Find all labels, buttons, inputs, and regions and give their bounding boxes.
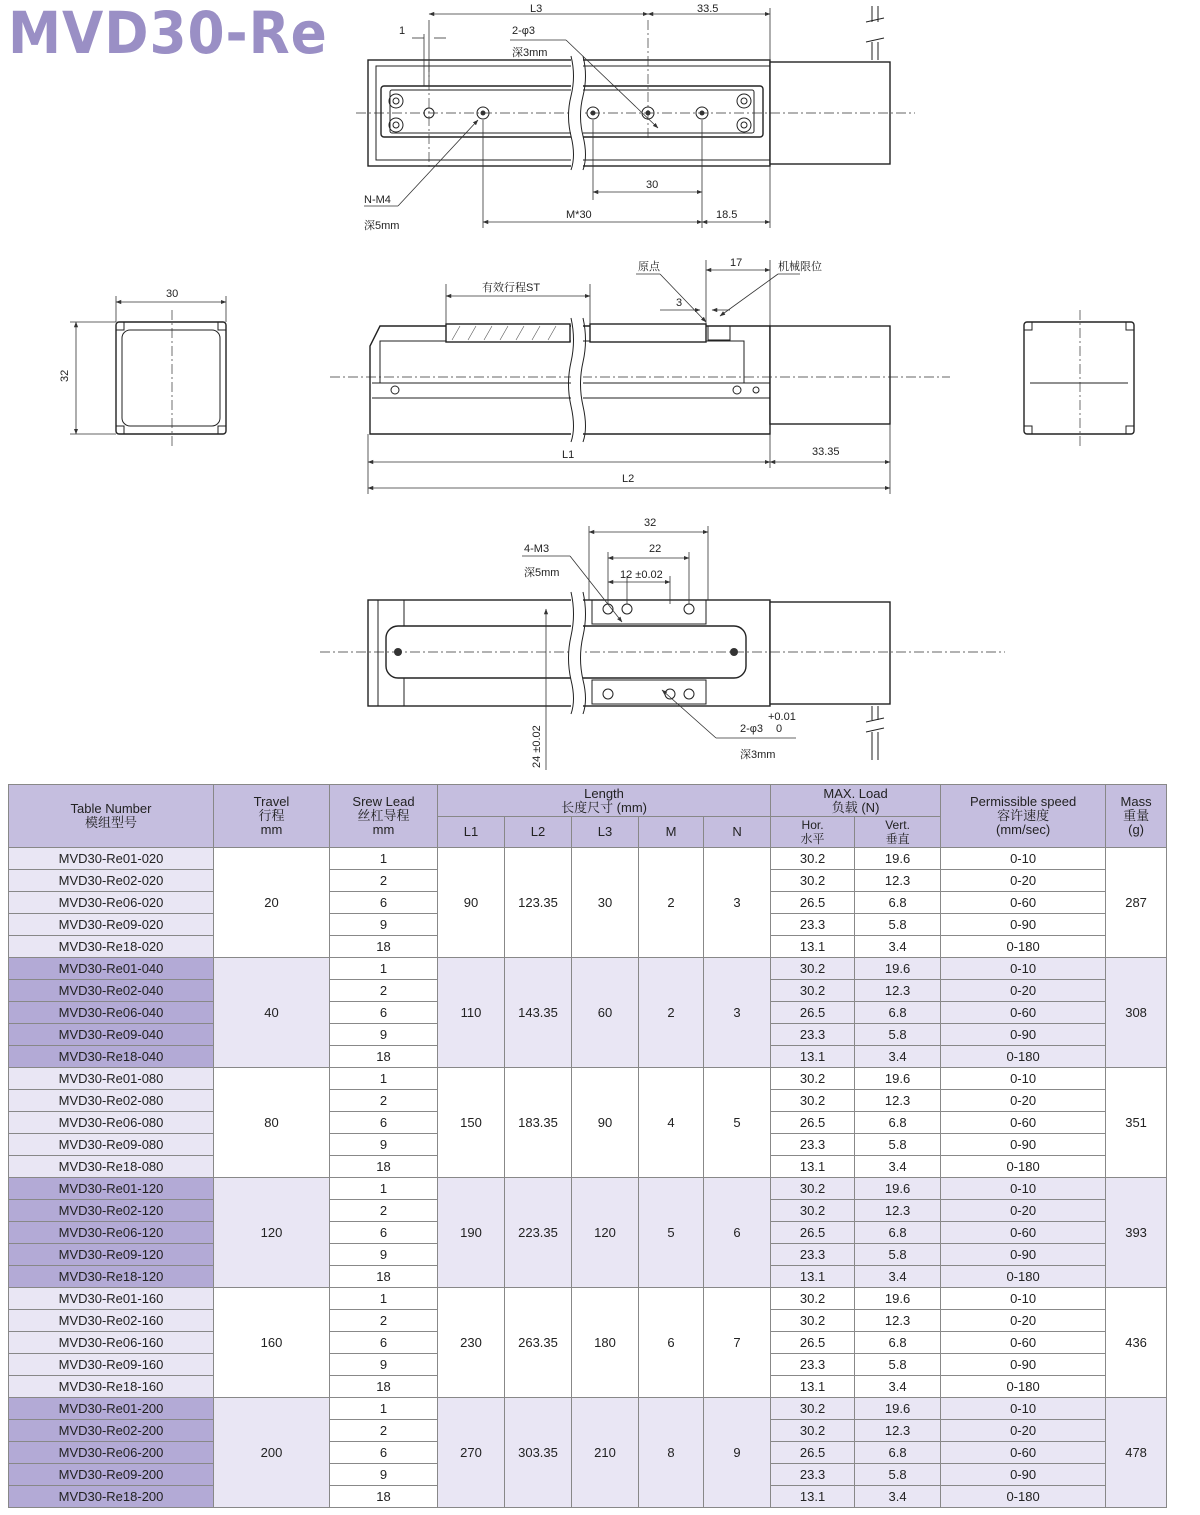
vert-load-cell: 5.8 — [855, 914, 941, 936]
table-row — [9, 1398, 1167, 1420]
lead-cell: 9 — [330, 914, 438, 936]
lead-cell: 6 — [330, 1002, 438, 1024]
speed-cell: 0-90 — [941, 1354, 1106, 1376]
model-cell: MVD30-Re18-200 — [9, 1486, 214, 1508]
hor-load-cell: 26.5 — [771, 1222, 855, 1244]
l2-cell: 223.35 — [505, 1178, 572, 1288]
vert-load-cell: 3.4 — [855, 1376, 941, 1398]
hor-load-cell: 13.1 — [771, 1046, 855, 1068]
l3-cell: 180 — [572, 1288, 639, 1398]
lead-cell: 6 — [330, 1442, 438, 1464]
travel-cell: 80 — [214, 1068, 330, 1178]
lead-cell: 9 — [330, 1244, 438, 1266]
n-cell: 7 — [704, 1288, 771, 1398]
hor-load-cell: 13.1 — [771, 936, 855, 958]
label-tolerance-plus: +0.01 — [768, 711, 796, 723]
travel-cell: 200 — [214, 1398, 330, 1508]
model-cell: MVD30-Re09-200 — [9, 1464, 214, 1486]
dim-33-35: 33.35 — [812, 446, 840, 458]
vert-load-cell: 5.8 — [855, 1134, 941, 1156]
lead-cell: 18 — [330, 1376, 438, 1398]
table-row — [9, 1288, 1167, 1310]
m-cell: 5 — [639, 1178, 704, 1288]
model-cell: MVD30-Re09-120 — [9, 1244, 214, 1266]
model-cell: MVD30-Re06-200 — [9, 1442, 214, 1464]
lead-cell: 2 — [330, 1310, 438, 1332]
m-cell: 8 — [639, 1398, 704, 1508]
lead-cell: 6 — [330, 1332, 438, 1354]
vert-load-cell: 19.6 — [855, 958, 941, 980]
left-end-view — [59, 288, 226, 446]
l3-cell: 60 — [572, 958, 639, 1068]
model-cell: MVD30-Re09-160 — [9, 1354, 214, 1376]
l2-cell: 303.35 — [505, 1398, 572, 1508]
speed-cell: 0-180 — [941, 1486, 1106, 1508]
model-cell: MVD30-Re18-020 — [9, 936, 214, 958]
dim-height-32: 32 — [59, 369, 71, 382]
vert-load-cell: 12.3 — [855, 870, 941, 892]
hor-load-cell: 23.3 — [771, 1024, 855, 1046]
model-cell: MVD30-Re09-080 — [9, 1134, 214, 1156]
hor-load-cell: 30.2 — [771, 1200, 855, 1222]
speed-cell: 0-20 — [941, 980, 1106, 1002]
l3-cell: 210 — [572, 1398, 639, 1508]
lead-cell: 1 — [330, 1178, 438, 1200]
dim-12-tolerance: 12 ±0.02 — [620, 569, 663, 581]
speed-cell: 0-20 — [941, 1310, 1106, 1332]
lead-cell: 2 — [330, 1090, 438, 1112]
l1-cell: 150 — [438, 1068, 505, 1178]
table-row — [9, 1178, 1167, 1200]
speed-cell: 0-10 — [941, 1288, 1106, 1310]
lead-cell: 6 — [330, 1112, 438, 1134]
dim-17: 17 — [730, 257, 743, 269]
speed-cell: 0-60 — [941, 892, 1106, 914]
hor-load-cell: 26.5 — [771, 1112, 855, 1134]
mass-cell: 308 — [1106, 958, 1167, 1068]
header-table-number: Table Number 模组型号 — [9, 785, 214, 848]
travel-cell: 120 — [214, 1178, 330, 1288]
vert-load-cell: 12.3 — [855, 1310, 941, 1332]
hor-load-cell: 26.5 — [771, 1332, 855, 1354]
model-cell: MVD30-Re01-020 — [9, 848, 214, 870]
hor-load-cell: 30.2 — [771, 1068, 855, 1090]
hor-load-cell: 13.1 — [771, 1266, 855, 1288]
n-cell: 9 — [704, 1398, 771, 1508]
vert-load-cell: 5.8 — [855, 1464, 941, 1486]
header-hor: Hor. 水平 — [771, 817, 855, 848]
bottom-view — [320, 517, 1005, 770]
speed-cell: 0-180 — [941, 1376, 1106, 1398]
lead-cell: 2 — [330, 1420, 438, 1442]
m-cell: 4 — [639, 1068, 704, 1178]
model-cell: MVD30-Re06-080 — [9, 1112, 214, 1134]
hor-load-cell: 13.1 — [771, 1376, 855, 1398]
vert-load-cell: 19.6 — [855, 1288, 941, 1310]
model-cell: MVD30-Re02-040 — [9, 980, 214, 1002]
lead-cell: 9 — [330, 1354, 438, 1376]
hor-load-cell: 30.2 — [771, 1310, 855, 1332]
l2-cell: 123.35 — [505, 848, 572, 958]
label-phi3-bottom: 2-φ3 — [740, 723, 764, 735]
l1-cell: 190 — [438, 1178, 505, 1288]
mass-cell: 478 — [1106, 1398, 1167, 1508]
vert-load-cell: 3.4 — [855, 1266, 941, 1288]
mass-cell: 351 — [1106, 1068, 1167, 1178]
model-cell: MVD30-Re02-080 — [9, 1090, 214, 1112]
dim-33-5: 33.5 — [697, 3, 719, 15]
model-cell: MVD30-Re09-020 — [9, 914, 214, 936]
vert-load-cell: 6.8 — [855, 1442, 941, 1464]
speed-cell: 0-180 — [941, 1046, 1106, 1068]
header-vert: Vert. 垂直 — [855, 817, 941, 848]
hor-load-cell: 30.2 — [771, 980, 855, 1002]
label-mechanical-limit: 机械限位 — [778, 261, 822, 273]
lead-cell: 9 — [330, 1464, 438, 1486]
model-cell: MVD30-Re18-120 — [9, 1266, 214, 1288]
n-cell: 3 — [704, 958, 771, 1068]
header-travel: Travel 行程 mm — [214, 785, 330, 848]
model-cell: MVD30-Re09-040 — [9, 1024, 214, 1046]
l2-cell: 263.35 — [505, 1288, 572, 1398]
speed-cell: 0-60 — [941, 1222, 1106, 1244]
model-cell: MVD30-Re06-020 — [9, 892, 214, 914]
model-cell: MVD30-Re06-120 — [9, 1222, 214, 1244]
vert-load-cell: 12.3 — [855, 1200, 941, 1222]
table-row — [9, 848, 1167, 870]
dim-32-bottom: 32 — [644, 517, 657, 529]
header-n: N — [704, 817, 771, 848]
l3-cell: 30 — [572, 848, 639, 958]
hor-load-cell: 23.3 — [771, 1354, 855, 1376]
lead-cell: 6 — [330, 1222, 438, 1244]
front-view — [330, 257, 950, 494]
label-effective-stroke: 有效行程ST — [482, 282, 541, 294]
label-tolerance-zero: 0 — [776, 723, 783, 735]
vert-load-cell: 6.8 — [855, 1002, 941, 1024]
label-depth3: 深3mm — [512, 47, 548, 59]
lead-cell: 9 — [330, 1134, 438, 1156]
n-cell: 6 — [704, 1178, 771, 1288]
hor-load-cell: 30.2 — [771, 958, 855, 980]
model-cell: MVD30-Re01-120 — [9, 1178, 214, 1200]
hor-load-cell: 30.2 — [771, 1398, 855, 1420]
speed-cell: 0-180 — [941, 1266, 1106, 1288]
model-cell: MVD30-Re18-040 — [9, 1046, 214, 1068]
label-nm4: N-M4 — [364, 194, 391, 206]
model-cell: MVD30-Re01-200 — [9, 1398, 214, 1420]
label-depth3-bottom: 深3mm — [740, 749, 776, 761]
model-cell: MVD30-Re02-120 — [9, 1200, 214, 1222]
label-phi3: 2-φ3 — [512, 25, 536, 37]
header-m: M — [639, 817, 704, 848]
vert-load-cell: 6.8 — [855, 892, 941, 914]
speed-cell: 0-60 — [941, 1332, 1106, 1354]
speed-cell: 0-60 — [941, 1002, 1106, 1024]
l3-cell: 120 — [572, 1178, 639, 1288]
hor-load-cell: 30.2 — [771, 1178, 855, 1200]
travel-cell: 20 — [214, 848, 330, 958]
hor-load-cell: 23.3 — [771, 1244, 855, 1266]
lead-cell: 9 — [330, 1024, 438, 1046]
dim-l1: L1 — [562, 449, 575, 461]
l1-cell: 230 — [438, 1288, 505, 1398]
lead-cell: 18 — [330, 1156, 438, 1178]
dim-width-30: 30 — [166, 288, 179, 300]
lead-cell: 18 — [330, 1046, 438, 1068]
vert-load-cell: 3.4 — [855, 1046, 941, 1068]
speed-cell: 0-180 — [941, 936, 1106, 958]
header-lead: Srew Lead 丝杠导程 mm — [330, 785, 438, 848]
model-cell: MVD30-Re18-080 — [9, 1156, 214, 1178]
hor-load-cell: 13.1 — [771, 1156, 855, 1178]
speed-cell: 0-60 — [941, 1442, 1106, 1464]
vert-load-cell: 3.4 — [855, 1156, 941, 1178]
speed-cell: 0-90 — [941, 1134, 1106, 1156]
dim-m30: M*30 — [566, 209, 592, 221]
dim-22: 22 — [649, 543, 662, 555]
lead-cell: 18 — [330, 1486, 438, 1508]
header-mass: Mass 重量 (g) — [1106, 785, 1167, 848]
hor-load-cell: 23.3 — [771, 914, 855, 936]
speed-cell: 0-10 — [941, 958, 1106, 980]
right-end-view — [1024, 310, 1134, 446]
dim-30-pitch: 30 — [646, 179, 659, 191]
l1-cell: 90 — [438, 848, 505, 958]
hor-load-cell: 26.5 — [771, 1002, 855, 1024]
n-cell: 5 — [704, 1068, 771, 1178]
speed-cell: 0-60 — [941, 1112, 1106, 1134]
hor-load-cell: 23.3 — [771, 1134, 855, 1156]
model-cell: MVD30-Re18-160 — [9, 1376, 214, 1398]
lead-cell: 18 — [330, 936, 438, 958]
model-cell: MVD30-Re02-200 — [9, 1420, 214, 1442]
top-view — [356, 3, 915, 232]
speed-cell: 0-180 — [941, 1156, 1106, 1178]
vert-load-cell: 3.4 — [855, 936, 941, 958]
vert-load-cell: 6.8 — [855, 1332, 941, 1354]
speed-cell: 0-20 — [941, 1200, 1106, 1222]
label-origin: 原点 — [638, 261, 660, 273]
vert-load-cell: 19.6 — [855, 1068, 941, 1090]
dim-1: 1 — [399, 25, 406, 37]
label-depth5-bottom: 深5mm — [524, 567, 560, 579]
mass-cell: 287 — [1106, 848, 1167, 958]
m-cell: 2 — [639, 848, 704, 958]
l2-cell: 183.35 — [505, 1068, 572, 1178]
header-l3: L3 — [572, 817, 639, 848]
speed-cell: 0-90 — [941, 914, 1106, 936]
lead-cell: 1 — [330, 1068, 438, 1090]
l1-cell: 110 — [438, 958, 505, 1068]
header-speed: Permissible speed 容许速度 (mm/sec) — [941, 785, 1106, 848]
lead-cell: 2 — [330, 870, 438, 892]
table-row — [9, 1068, 1167, 1090]
vert-load-cell: 19.6 — [855, 1398, 941, 1420]
m-cell: 6 — [639, 1288, 704, 1398]
header-length: Length 长度尺寸 (mm) — [438, 785, 771, 817]
l3-cell: 90 — [572, 1068, 639, 1178]
travel-cell: 160 — [214, 1288, 330, 1398]
n-cell: 3 — [704, 848, 771, 958]
vert-load-cell: 6.8 — [855, 1222, 941, 1244]
model-cell: MVD30-Re06-160 — [9, 1332, 214, 1354]
mass-cell: 436 — [1106, 1288, 1167, 1398]
vert-load-cell: 5.8 — [855, 1244, 941, 1266]
vert-load-cell: 3.4 — [855, 1486, 941, 1508]
hor-load-cell: 23.3 — [771, 1464, 855, 1486]
hor-load-cell: 26.5 — [771, 892, 855, 914]
hor-load-cell: 13.1 — [771, 1486, 855, 1508]
speed-cell: 0-90 — [941, 1464, 1106, 1486]
dim-24-tolerance: 24 ±0.02 — [531, 725, 543, 768]
model-cell: MVD30-Re01-160 — [9, 1288, 214, 1310]
spec-table — [8, 784, 1167, 1508]
vert-load-cell: 12.3 — [855, 980, 941, 1002]
header-l1: L1 — [438, 817, 505, 848]
model-cell: MVD30-Re06-040 — [9, 1002, 214, 1024]
table-row — [9, 958, 1167, 980]
lead-cell: 1 — [330, 848, 438, 870]
vert-load-cell: 6.8 — [855, 1112, 941, 1134]
vert-load-cell: 12.3 — [855, 1420, 941, 1442]
speed-cell: 0-10 — [941, 1068, 1106, 1090]
vert-load-cell: 5.8 — [855, 1024, 941, 1046]
m-cell: 2 — [639, 958, 704, 1068]
hor-load-cell: 30.2 — [771, 1420, 855, 1442]
dim-l2: L2 — [622, 473, 635, 485]
dim-l3: L3 — [530, 3, 543, 15]
l2-cell: 143.35 — [505, 958, 572, 1068]
vert-load-cell: 19.6 — [855, 1178, 941, 1200]
dim-18-5: 18.5 — [716, 209, 738, 221]
lead-cell: 2 — [330, 980, 438, 1002]
speed-cell: 0-10 — [941, 1398, 1106, 1420]
lead-cell: 2 — [330, 1200, 438, 1222]
lead-cell: 1 — [330, 1288, 438, 1310]
speed-cell: 0-10 — [941, 848, 1106, 870]
vert-load-cell: 5.8 — [855, 1354, 941, 1376]
speed-cell: 0-20 — [941, 1090, 1106, 1112]
label-depth5: 深5mm — [364, 220, 400, 232]
model-cell: MVD30-Re01-080 — [9, 1068, 214, 1090]
hor-load-cell: 30.2 — [771, 1090, 855, 1112]
header-load: MAX. Load 负载 (N) — [771, 785, 941, 817]
vert-load-cell: 12.3 — [855, 1090, 941, 1112]
hor-load-cell: 30.2 — [771, 870, 855, 892]
speed-cell: 0-90 — [941, 1024, 1106, 1046]
model-cell: MVD30-Re01-040 — [9, 958, 214, 980]
hor-load-cell: 30.2 — [771, 1288, 855, 1310]
model-cell: MVD30-Re02-160 — [9, 1310, 214, 1332]
dim-3: 3 — [676, 297, 683, 309]
speed-cell: 0-90 — [941, 1244, 1106, 1266]
label-4m3: 4-M3 — [524, 543, 550, 555]
speed-cell: 0-10 — [941, 1178, 1106, 1200]
lead-cell: 1 — [330, 1398, 438, 1420]
travel-cell: 40 — [214, 958, 330, 1068]
l1-cell: 270 — [438, 1398, 505, 1508]
vert-load-cell: 19.6 — [855, 848, 941, 870]
model-cell: MVD30-Re02-020 — [9, 870, 214, 892]
hor-load-cell: 26.5 — [771, 1442, 855, 1464]
lead-cell: 1 — [330, 958, 438, 980]
lead-cell: 6 — [330, 892, 438, 914]
mass-cell: 393 — [1106, 1178, 1167, 1288]
lead-cell: 18 — [330, 1266, 438, 1288]
speed-cell: 0-20 — [941, 1420, 1106, 1442]
page-title: MVD30-Re — [8, 0, 328, 67]
hor-load-cell: 30.2 — [771, 848, 855, 870]
speed-cell: 0-20 — [941, 870, 1106, 892]
header-l2: L2 — [505, 817, 572, 848]
